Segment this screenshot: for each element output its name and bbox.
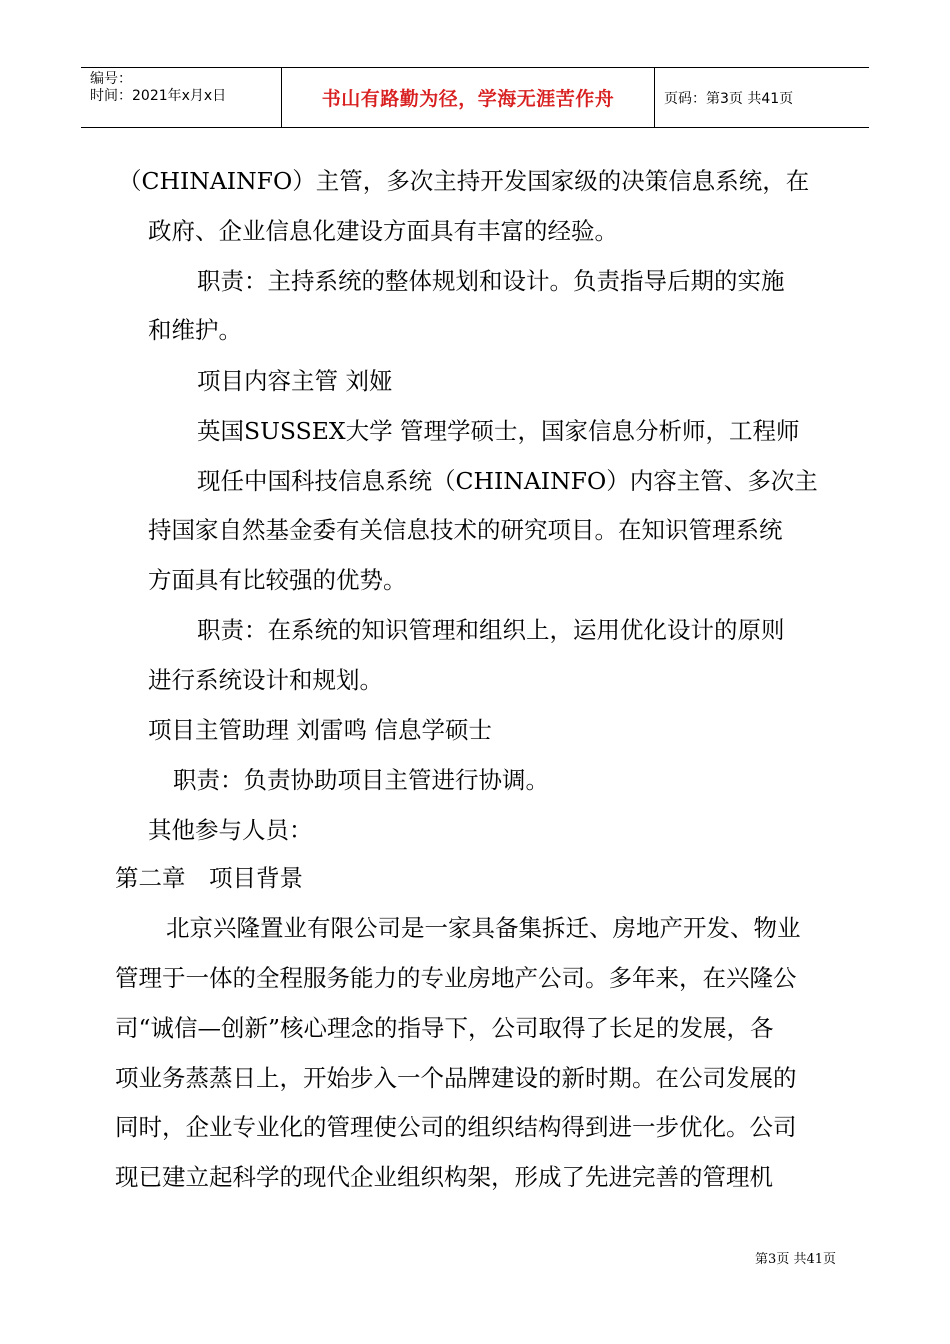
document-time-label: 时间：2021年x月x日: [90, 88, 227, 104]
body-line: 英国SUSSEX大学 管理学硕士，国家信息分析师，工程师: [197, 417, 800, 445]
body-line: （CHINAINFO）主管，多次主持开发国家级的决策信息系统，在: [118, 167, 810, 195]
header-motto-cell: [282, 68, 655, 127]
body-line: 政府、企业信息化建设方面具有丰富的经验。: [148, 217, 618, 245]
page-header: [81, 67, 869, 128]
body-line: 项目主管助理 刘雷鸣 信息学硕士: [148, 716, 492, 744]
document-number-label: 编号：: [90, 71, 132, 87]
body-line: 项目内容主管 刘娅: [197, 367, 393, 395]
body-line: 北京兴隆置业有限公司是一家具备集拆迁、房地产开发、物业: [166, 914, 801, 942]
body-line: 司“诚信—创新”核心理念的指导下，公司取得了长足的发展，各: [115, 1014, 774, 1042]
body-line: 方面具有比较强的优势。: [148, 566, 407, 594]
header-page-info: 页码：第3页 共41页: [664, 90, 794, 107]
body-line: 职责：在系统的知识管理和组织上，运用优化设计的原则: [197, 616, 785, 644]
body-line: 管理于一体的全程服务能力的专业房地产公司。多年来，在兴隆公: [115, 964, 797, 992]
page-footer: 第3页 共41页: [755, 1252, 836, 1267]
body-line: 现任中国科技信息系统（CHINAINFO）内容主管、多次主: [197, 467, 818, 495]
body-line: 职责：负责协助项目主管进行协调。: [173, 766, 549, 794]
body-line: 和维护。: [148, 316, 242, 344]
chapter-heading: 第二章 项目背景: [115, 864, 303, 892]
body-line: 其他参与人员：: [148, 816, 313, 844]
body-line: 现已建立起科学的现代企业组织构架，形成了先进完善的管理机: [115, 1163, 773, 1191]
body-line: 同时，企业专业化的管理使公司的组织结构得到进一步优化。公司: [115, 1113, 797, 1141]
body-line: 持国家自然基金委有关信息技术的研究项目。在知识管理系统: [148, 516, 783, 544]
header-page-cell: [655, 68, 869, 127]
header-motto: 书山有路勤为径，学海无涯苦作舟: [321, 88, 615, 110]
header-meta-cell: [81, 68, 282, 127]
body-line: 进行系统设计和规划。: [148, 666, 383, 694]
body-line: 职责：主持系统的整体规划和设计。负责指导后期的实施: [197, 267, 785, 295]
body-line: 项业务蒸蒸日上，开始步入一个品牌建设的新时期。在公司发展的: [115, 1064, 797, 1092]
